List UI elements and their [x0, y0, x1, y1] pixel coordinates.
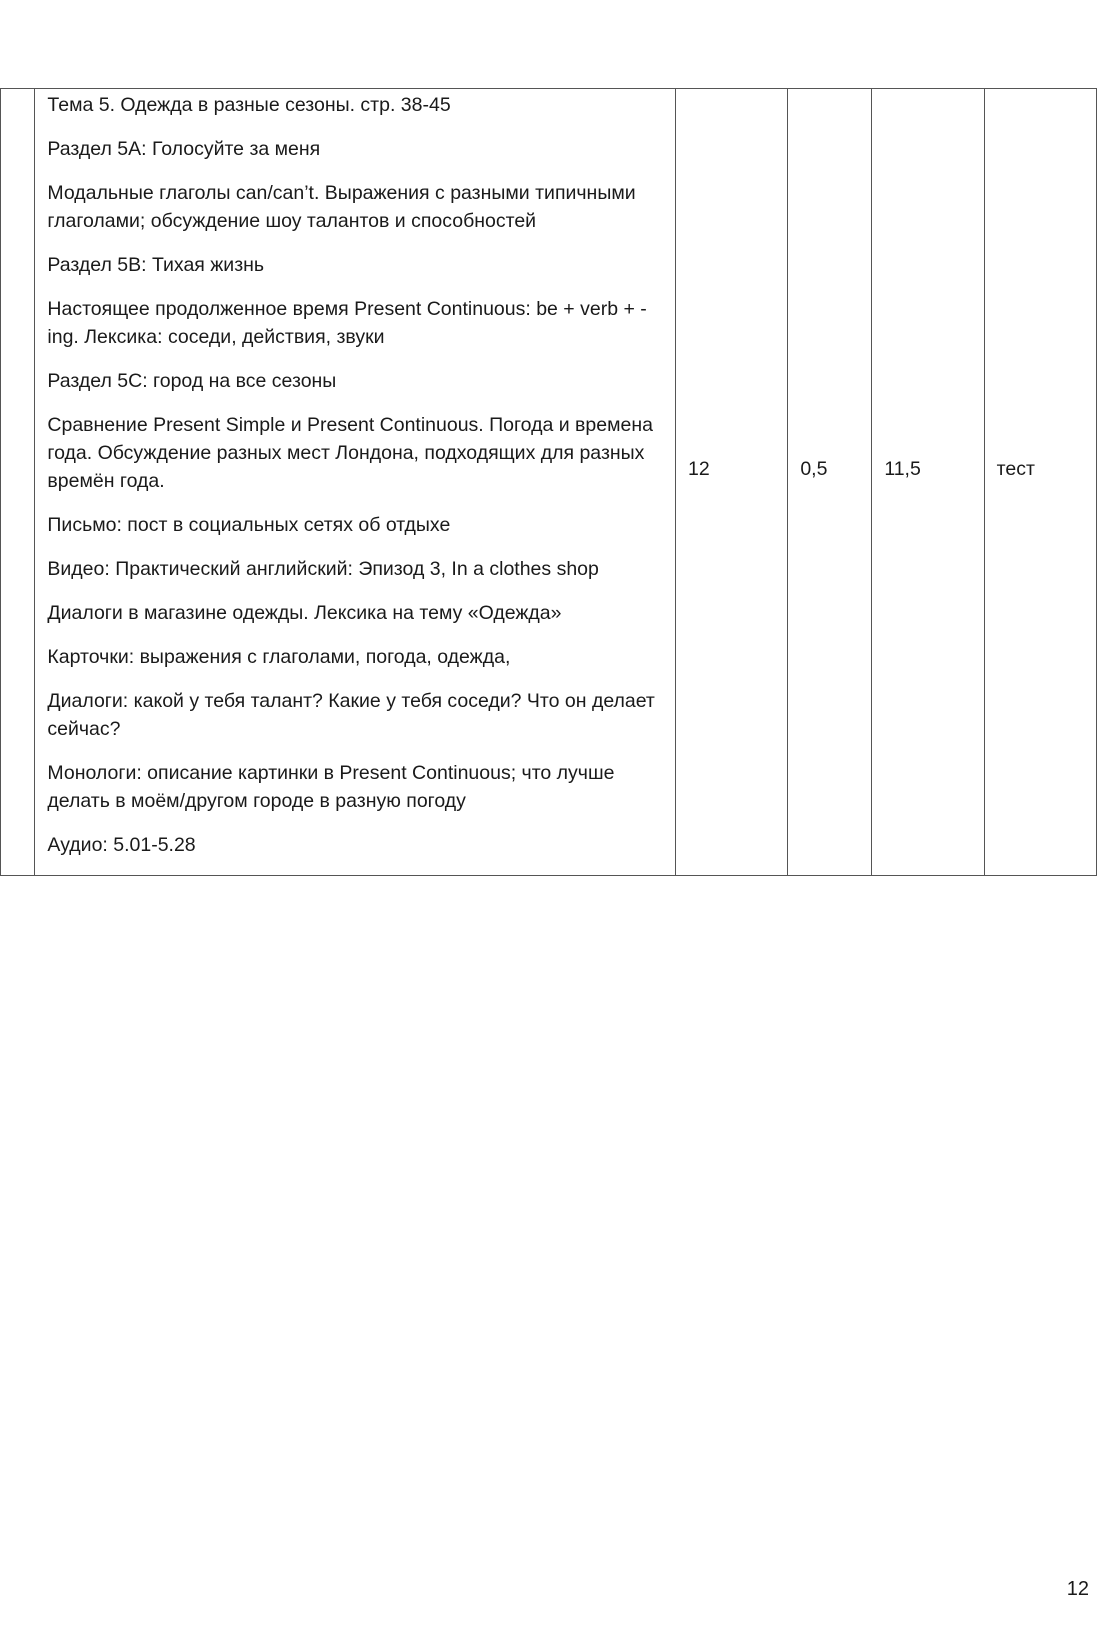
- page-number: 12: [1066, 1578, 1089, 1600]
- total-hours-cell: [676, 89, 788, 876]
- video-task: Видео: Практический английский: Эпизод 3, In a clothes shop: [47, 558, 599, 580]
- table-row: [1, 89, 1097, 876]
- curriculum-table: [0, 88, 1097, 876]
- topic-content-cell: [35, 89, 676, 876]
- dialogue-task: Диалоги в магазине одежды. Лексика на тему «Одежда»: [47, 602, 562, 624]
- cards-task: Карточки: выражения с глаголами, погода, одежда,: [47, 646, 511, 668]
- monologue-task: Монологи: описание картинки в Present Continuous; что лучше делать в моём/другом городе в разную погоду: [47, 762, 615, 812]
- section-description: Настоящее продолженное время Present Continuous: be + verb + -ing. Лексика: соседи, действия, звуки: [47, 298, 647, 348]
- theory-hours-value: 0,5: [800, 458, 828, 480]
- dialogue-task: Диалоги: какой у тебя талант? Какие у тебя соседи? Что он делает сейчас?: [47, 690, 655, 740]
- section-heading: Раздел 5А: Голосуйте за меня: [47, 138, 321, 160]
- section-heading: Раздел 5В: Тихая жизнь: [47, 254, 265, 276]
- audio-task: Аудио: 5.01-5.28: [47, 834, 196, 856]
- theory-hours-cell: [788, 89, 872, 876]
- control-form-cell: [984, 89, 1096, 876]
- topic-title: Тема 5. Одежда в разные сезоны. стр. 38-45: [47, 94, 451, 116]
- control-form-value: тест: [996, 458, 1035, 480]
- section-description: Модальные глаголы can/can’t. Выражения с разными типичными глаголами; обсуждение шоу талантов и способностей: [47, 182, 636, 232]
- practice-hours-cell: [872, 89, 984, 876]
- total-hours-value: 12: [688, 458, 710, 480]
- writing-task: Письмо: пост в социальных сетях об отдыхе: [47, 514, 451, 536]
- practice-hours-value: 11,5: [884, 458, 921, 480]
- section-description: Сравнение Present Simple и Present Continuous. Погода и времена года. Обсуждение разных мест Лондона, подходящих для разных времён года.: [47, 414, 653, 492]
- section-heading: Раздел 5С: город на все сезоны: [47, 370, 337, 392]
- row-number-cell: [1, 89, 35, 876]
